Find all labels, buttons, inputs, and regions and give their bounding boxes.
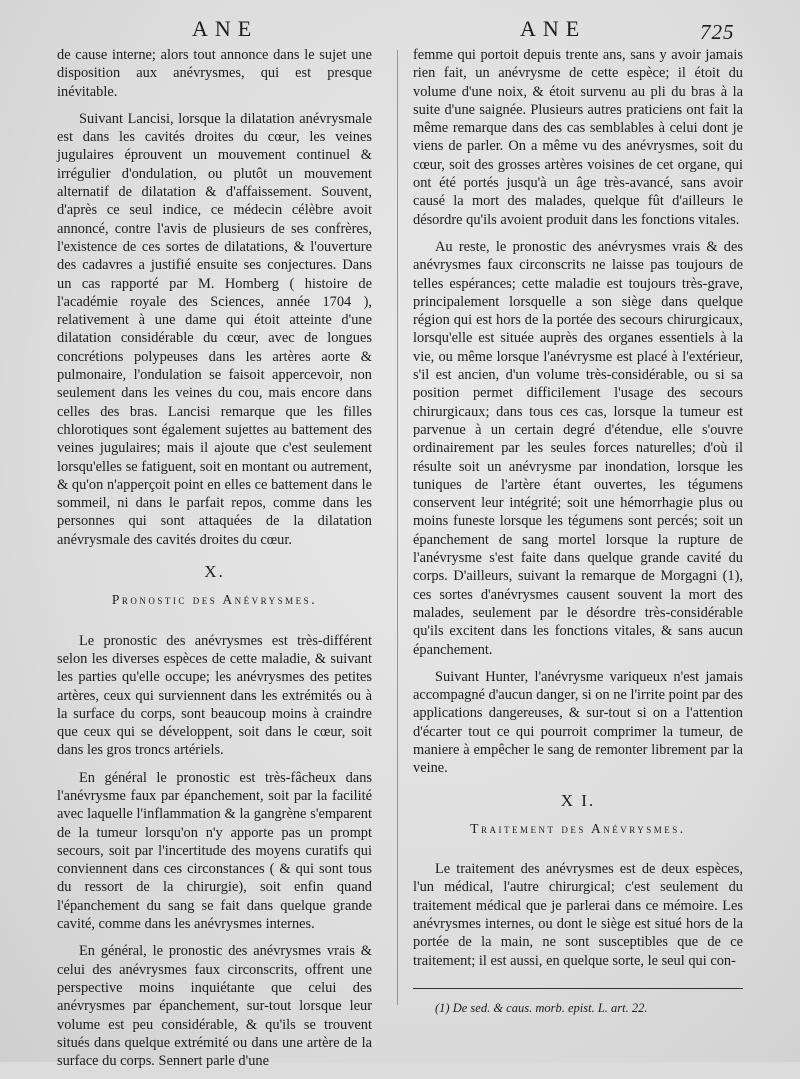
section-number: X. — [204, 562, 225, 582]
paragraph: de cause interne; alors tout annonce dans le sujet une disposition aux anévrysmes, qui est presque inévitable. — [57, 47, 372, 100]
paragraph: En général le pronostic est très-fâcheux dans l'anévrysme faux par épanchement, soit par la facilité avec laquelle l'inflammation & la gangrène s'emparent de la tumeur lorsqu'on n'y apporte pas un prompt secours, soit par l'incertitude des moyens curatifs qui conviennent dans ces circonstances ( & qui sont tous du ressort de la chirurgie), soit enfin quand l'épanchement du sang se fait dans quelque grande cavité, comme dans les anévrysmes internes. — [57, 769, 372, 933]
paragraph: femme qui portoit depuis trente ans, sans y avoir jamais rien fait, un anévrysme de cette espèce; il étoit du volume d'une noix, & étoit survenu au pli du bras à la suite d'une saignée. Plusieurs autres praticiens ont fait la même remarque dans des cas semblables à celui dont je viens de parler. On a même vu des anévrysmes, soit du cœur, soit des grosses artères voisines de cet organe, qui ont été portés jusqu'à un âge très-avancé, sans avoir causé la mort des malades, quelque fût d'ailleurs le désordre qu'ils avoient produit dans les fonctions vitales. — [413, 47, 743, 228]
paragraph: Suivant Lancisi, lorsque la dilatation anévrysmale est dans les cavités droites du cœur, les veines jugulaires éprouvent un mouvement continuel & irrégulier d'ondulation, ou plutôt un mouvement alternatif de dilatation & d'affaissement. Souvent, d'après ce seul indice, ce médecin célèbre avoit annoncé, contre l'avis de plusieurs de ses confrères, l'existence de ces sortes de dilatations, & l'ouverture des cadavres a justifié ensuite ses conjectures. Dans un cas rapporté par M. Homberg ( histoire de l'académie royale des Sciences, année 1704 ), relativement à une dame qui étoit atteinte d'une dilatation considérable du cœur, avec de longues concrétions polypeuses dans les artères aorte & pulmonaire, l'ondulation se faisoit appercevoir, non seulement dans les veines du cou, mais encore dans celles des bras. Lancisi remarque que les filles chlorotiques sont également sujettes au battement des veines jugulaires; mais il ajoute que c'est seulement lorsqu'elles se fatiguent, soit en montant ou autrement, & qu'on n'apperçoit point en elles ce battement dans le sommeil, ni dans le parfait repos, comme dans les personnes qui sont attaquées de la dilatation anévrysmale des cavités droites du cœur. — [57, 110, 372, 548]
right-column — [413, 46, 743, 1026]
footnote-rule — [413, 988, 743, 989]
paragraph: Suivant Hunter, l'anévrysme variqueux n'est jamais accompagné d'aucun danger, si on ne l'irrite point par des applications dangereuses, & sur-tout si on a l'attention d'écarter tout ce qui pourroit comprimer la tumeur, de maniere à empêcher le sang de remonter librement par la veine. — [413, 668, 743, 777]
running-title-right: ANE — [520, 16, 587, 41]
footnote: (1) De sed. & caus. morb. epist. L. art. 22. — [435, 1000, 648, 1015]
section-number: X I. — [560, 790, 596, 810]
paragraph: Au reste, le pronostic des anévrysmes vrais & des anévrysmes faux circonscrits ne laisse pas toujours de telles espérances; cette maladie est toujours très-grave, principalement lorsquelle a son siège dans quelque région qui est hors de la portée des secours chirurgicaux, lorsqu'elle est située auprès des organes essentiels à la vie, ou même lorsque l'anévrysme est placé à l'extérieur, s'il est ancien, d'un volume très-considérable, ou si sa position permet difficilement l'usage des secours chirurgicaux; dans tous ces cas, lorsque la tumeur est parvenue à un certain degré d'étendue, elle s'ouvre ordinairement par les seules forces naturelles; d'où il résulte soit un anévrysme par inondation, lorsque les tuniques de l'artère étant ouvertes, les tégumens conservent leur intégrité; soit une hémorrhagie plus ou moins funeste lorsque les tégumens sont percés; soit un épanchement de sang mortel lorsque la rupture de l'anévrysme s'est faite dans quelque grande cavité du corps. D'ailleurs, suivant la remarque de Morgagni (1), ces sortes d'anévrysmes causent souvent la mort des malades, seulement par le désordre très-considérable qu'ils excitent dans les fonctions vitales, & sans aucun épanchement. — [413, 238, 743, 658]
paragraph: Le pronostic des anévrysmes est très-différent selon les diverses espèces de cette maladie, & suivant les parties qu'elle occupe; les anévrysmes des petites artères, ceux qui surviennent dans les extrémités ou à la surface du corps, sont beaucoup moins à craindre que ceux qui se développent, soit dans le cœur, soit dans les gros troncs artériels. — [57, 632, 372, 759]
section-title: Pronostic des Anévrysmes. — [111, 592, 318, 608]
running-title-left: ANE — [192, 16, 259, 41]
paragraph: Le traitement des anévrysmes est de deux espèces, l'un médical, l'autre chirurgical; c'est seulement du traitement médical que je parlerai dans ce mémoire. Les anévrysmes internes, ou dont le siège est situé hors de la portée de la main, ne sont susceptibles que de ce traitement; il est aussi, en quelque sorte, le seul qui con- — [413, 861, 743, 969]
left-column — [57, 46, 372, 1079]
section-title: Traitement des Anévrysmes. — [470, 820, 686, 836]
column-divider — [397, 50, 398, 1005]
page-number: 725 — [700, 20, 735, 44]
paragraph: En général, le pronostic des anévrysmes vrais & celui des anévrysmes faux circonscrits, offrent une perspective moins inquiétante que celui des anévrysmes par épanchement, sur-tout lorsque leur volume est peu considérable, & qu'ils se trouvent situés dans quelque extrémité ou dans une artère de la surface du corps. Sennert parle d'une — [57, 943, 372, 1070]
